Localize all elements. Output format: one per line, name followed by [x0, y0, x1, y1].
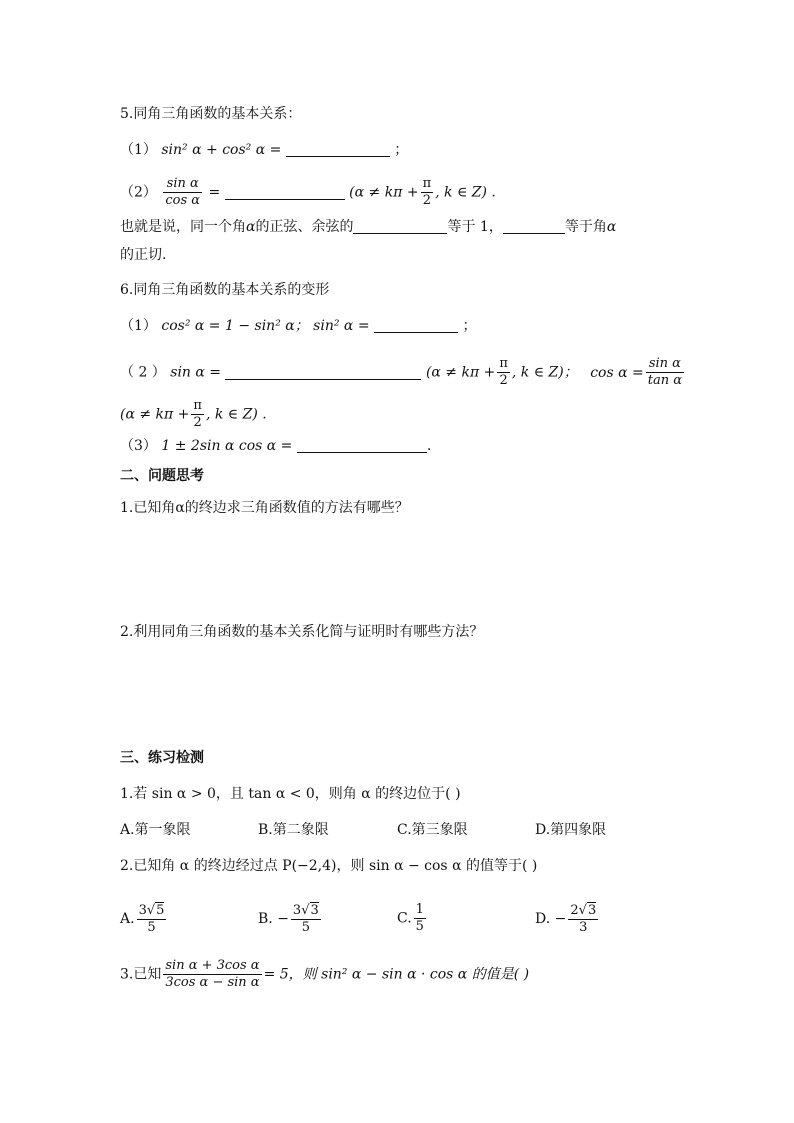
section5-item1	[120, 140, 408, 160]
fraction-pi-over-2: $\frac{\pi}{2}$	[193, 398, 202, 430]
fraction-pi-over-2: $\frac{\pi}{2}$	[499, 356, 508, 388]
p2-option-a[interactable]: A. $\frac{3√5}{5}$	[120, 903, 165, 935]
problem-3: 3.已知 $\frac{\text{sin α + 3cos α}}{\text{3cos α − sin α}}$ = 5，则 sin² α − sin α · cos α 的值是( )	[120, 958, 530, 990]
fraction-problem-3: $\frac{\text{sin α + 3cos α}}{\text{3cos α − sin α}}$	[165, 958, 260, 990]
section6-item2: （ 2 ） sin α = (α ≠ kπ + $\frac{\pi}{2}$ , k ∈ Z)； cos α = $\frac{\text{sin α}}{\text{tan α}}$	[120, 356, 683, 388]
p1-option-b[interactable]: B.第二象限	[258, 822, 329, 838]
answer-blank[interactable]	[297, 438, 427, 453]
section3-title: 三、练习检测	[120, 750, 204, 766]
answer-blank[interactable]	[225, 185, 345, 200]
fraction-option-a: $\frac{3√5}{5}$	[138, 903, 165, 935]
p2-option-d[interactable]: D. − $\frac{2√3}{3}$	[535, 903, 597, 935]
answer-blank[interactable]	[286, 142, 390, 157]
p1-option-c[interactable]: C.第三象限	[397, 822, 468, 838]
p1-option-a[interactable]: A.第一象限	[120, 822, 191, 838]
item-prefix: （2）	[120, 184, 157, 201]
question-2: 2.利用同角三角函数的基本关系化简与证明时有哪些方法？	[120, 624, 484, 640]
section6-item2-condition: (α ≠ kπ + $\frac{\pi}{2}$ , k ∈ Z) .	[120, 398, 267, 430]
fraction-pi-over-2: $\frac{\pi}{2}$	[422, 176, 432, 208]
answer-blank[interactable]	[225, 365, 421, 380]
answer-blank[interactable]	[353, 219, 447, 234]
punct: ；	[394, 142, 409, 158]
problem-2: 2.已知角 α 的终边经过点 P(−2,4)，则 sin α − cos α 的值等于( )	[120, 858, 538, 874]
condition-start: (α ≠ kπ +	[349, 184, 419, 201]
section5-text2: 的正切.	[120, 247, 167, 263]
answer-blank[interactable]	[503, 219, 565, 234]
question-1: 1.已知角α的终边求三角函数值的方法有哪些？	[120, 500, 409, 516]
section6-item1: （1） cos² α = 1 − sin² α； sin² α = ；	[120, 318, 477, 334]
equals: =	[208, 184, 221, 201]
section5-text1: 也就是说，同一个角α的正弦、余弦的 等于 1， 等于角α	[120, 219, 617, 235]
fraction-option-d: $\frac{2√3}{3}$	[570, 903, 597, 935]
answer-blank[interactable]	[374, 318, 458, 333]
condition-end: , k ∈ Z) .	[435, 184, 496, 201]
section5-item2	[120, 176, 496, 209]
p2-option-b[interactable]: B. − $\frac{3√3}{5}$	[258, 903, 319, 935]
p2-option-c[interactable]: C. $\frac{1}{5}$	[397, 902, 424, 934]
identity-expression: sin² α + cos² α =	[161, 142, 282, 158]
section6-item3: （3） 1 ± 2sin α cos α = .	[120, 438, 432, 454]
fraction-option-b: $\frac{3√3}{5}$	[292, 903, 319, 935]
section6-title: 6.同角三角函数的基本关系的变形	[120, 282, 330, 298]
fraction-sin-over-tan: $\frac{\text{sin α}}{\text{tan α}}$	[647, 356, 683, 388]
section2-title: 二、问题思考	[120, 468, 204, 484]
fraction-option-c: $\frac{1}{5}$	[415, 902, 424, 934]
section5-title: 5.同角三角函数的基本关系：	[120, 106, 302, 122]
item-prefix: （1）	[120, 142, 157, 158]
p1-option-d[interactable]: D.第四象限	[535, 822, 607, 838]
problem-1: 1.若 sin α > 0，且 tan α < 0，则角 α 的终边位于( )	[120, 786, 461, 802]
fraction-sin-over-cos: $\frac{\text{sin α}}{\text{cos α}}$	[165, 176, 201, 208]
